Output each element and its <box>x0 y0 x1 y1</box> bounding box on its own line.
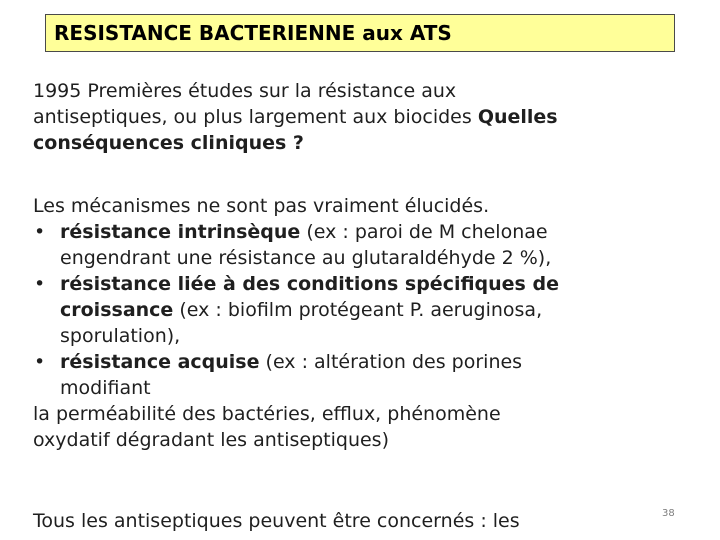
mechanisms-tail-2: oxydatif dégradant les antiseptiques) <box>33 429 389 451</box>
intro-question-end: conséquences cliniques ? <box>33 132 304 154</box>
page-number: 38 <box>662 508 675 519</box>
intro-line-1: 1995 Premières études sur la résistance aux <box>33 80 457 102</box>
bullet-intrinsic-term: résistance intrinsèque <box>60 221 301 243</box>
bullet-dot-icon: • <box>34 273 46 295</box>
intro-question-start: Quelles <box>477 106 558 128</box>
bullet-intrinsic <box>33 219 693 245</box>
mechanisms-section <box>33 193 693 453</box>
bullet-growth-continuation-1 <box>33 297 693 323</box>
bullet-growth-text: (ex : biofilm protégeant P. aeruginosa, <box>173 299 543 321</box>
bullet-dot-icon: • <box>34 221 46 243</box>
bullet-growth-continuation-2: sporulation), <box>60 325 181 347</box>
bullet-intrinsic-continuation: engendrant une résistance au glutaraldéhyde 2 %), <box>60 247 552 269</box>
bullet-acquired-text: (ex : altération des porines <box>259 351 523 373</box>
bullet-acquired-term: résistance acquise <box>60 351 260 373</box>
bullet-growth-term: résistance liée à des conditions spécifiques de <box>60 273 559 295</box>
intro-line-2 <box>33 104 683 130</box>
footer-text: Tous les antiseptiques peuvent être concernés : les <box>33 510 520 532</box>
bullet-growth <box>33 271 693 297</box>
bullet-growth-term-end: croissance <box>60 299 174 321</box>
intro-line-2-text: antiseptiques, ou plus largement aux biocides <box>33 106 478 128</box>
bullet-acquired-continuation: modifiant <box>60 377 151 399</box>
bullet-acquired <box>33 349 693 375</box>
slide-title: RESISTANCE BACTERIENNE aux ATS <box>45 14 675 52</box>
intro-paragraph <box>33 78 683 156</box>
mechanisms-heading: Les mécanismes ne sont pas vraiment élucidés. <box>33 195 490 217</box>
mechanisms-tail-1: la perméabilité des bactéries, efflux, phénomène <box>33 403 501 425</box>
bullet-intrinsic-text: (ex : paroi de M chelonae <box>300 221 548 243</box>
bullet-dot-icon: • <box>34 351 46 373</box>
